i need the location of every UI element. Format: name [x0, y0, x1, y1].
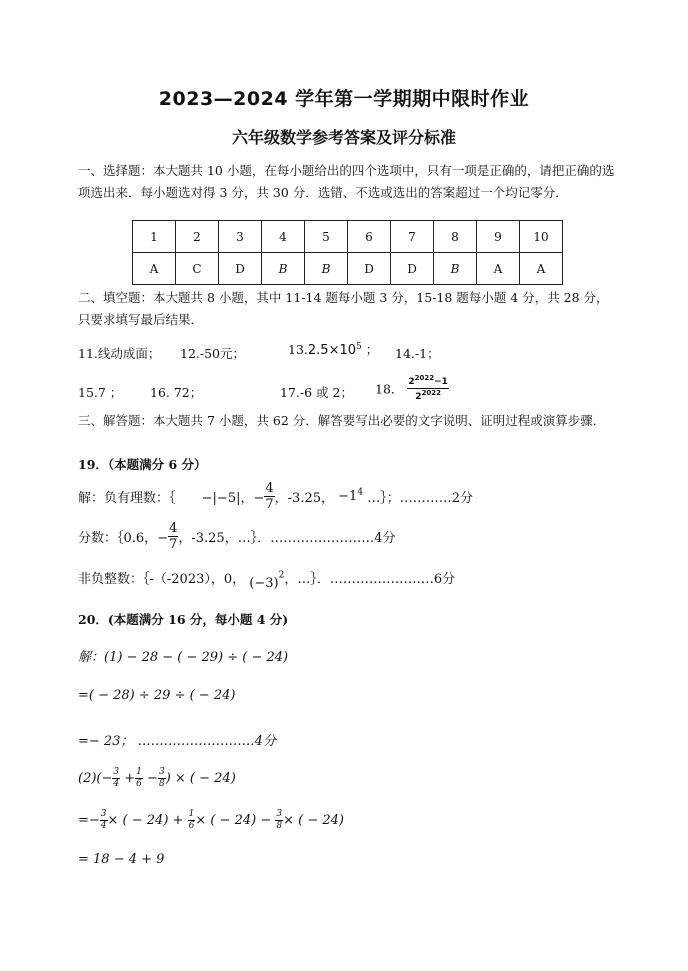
line-part: (−3) [249, 576, 279, 591]
fraction-numerator: 3 [100, 809, 107, 819]
line-score: …｝；…………2分 [367, 491, 473, 506]
fraction-denominator: 8 [276, 821, 283, 831]
fraction-denominator: 7 [169, 537, 178, 552]
fraction [158, 768, 166, 789]
answer-11: 11.线动成面； [78, 346, 161, 361]
table-cell: B [262, 253, 305, 285]
question-20-step-3: =− 23； ………………………4分 [78, 734, 276, 749]
exponent: 2 [278, 570, 285, 581]
fraction-numerator: 3 [113, 767, 120, 777]
section2-instructions: 二、填空题：本大题共 8 小题，其中 11-14 题每小题 3 分，15-18 题每小题 4 分，共 28 分，只要求填写最后结果． [78, 290, 609, 327]
table-cell: B [434, 253, 477, 285]
question-19-heading: 19．（本题满分 6 分） [78, 457, 207, 472]
fraction [275, 810, 283, 831]
answer-13-exp: 5 [356, 341, 362, 352]
exponent: 4 [357, 487, 364, 498]
fraction-numerator: 4 [265, 481, 274, 496]
fraction [168, 522, 178, 551]
answer-table-answer-row [133, 253, 563, 285]
answer-13-base: 2.5×10 [307, 343, 356, 358]
line-part: ) × ( − 24) [165, 771, 236, 786]
line-part: =− [78, 813, 100, 828]
question-19-line-1 [78, 482, 473, 511]
table-cell: 1 [133, 221, 176, 253]
answer-12: 12.-50元； [180, 346, 246, 361]
fraction-denominator: 6 [188, 821, 195, 831]
fraction-denominator: 4 [100, 821, 107, 831]
fraction-numerator-base: 2 [408, 377, 415, 387]
answer-table [132, 220, 563, 285]
operator: + [124, 771, 136, 786]
table-cell: 9 [477, 221, 520, 253]
line-part: × ( − 24) [283, 813, 344, 828]
table-cell: 2 [176, 221, 219, 253]
fraction-denominator: 8 [158, 779, 165, 789]
table-cell: 8 [434, 221, 477, 253]
fraction-denominator: 7 [265, 497, 274, 512]
question-20-step-4 [78, 768, 236, 789]
table-cell: D [391, 253, 434, 285]
question-20-step-2: =( − 28) ÷ 29 ÷ ( − 24) [78, 688, 236, 703]
question-20-step-1: 解：(1) − 28 − ( − 29) ÷ ( − 24) [78, 650, 289, 665]
line-part: × ( − 24) + [107, 813, 184, 828]
line-part: −1 [338, 489, 358, 504]
fraction-numerator: 3 [276, 809, 283, 819]
line-part: −|−5|，− [201, 491, 265, 506]
page-subtitle: 六年级数学参考答案及评分标准 [231, 128, 456, 147]
fraction-numerator-exp: 2022 [414, 374, 435, 382]
answer-17: 17.-6 或 2； [280, 385, 353, 400]
answer-14: 14.-1； [395, 346, 440, 361]
question-20-step-6: = 18 − 4 + 9 [78, 852, 165, 867]
answer-13-suffix: ； [365, 342, 379, 357]
question-20-step-5 [78, 810, 344, 831]
fraction-numerator-tail: −1 [434, 377, 448, 387]
fraction-denominator: 4 [113, 779, 120, 789]
fraction-denominator: 6 [136, 779, 142, 789]
answer-18-prefix: 18． [375, 381, 404, 397]
fraction-denominator-exp: 2022 [421, 389, 442, 397]
answer-15: 15.7 ； [78, 385, 123, 400]
line-part: ，-3.25， [274, 491, 334, 506]
line-label: 解：负有理数：｛ [78, 491, 176, 506]
answer-18 [375, 375, 449, 402]
answer-table-number-row [133, 221, 563, 253]
fraction-numerator: 1 [136, 767, 142, 777]
fraction [112, 768, 120, 789]
question-19-line-2 [78, 522, 395, 551]
line-label: 分数：｛0.6，− [78, 531, 169, 546]
table-cell: 10 [520, 221, 563, 253]
table-cell: D [219, 253, 262, 285]
fraction-numerator: 4 [169, 521, 178, 536]
section3-instructions: 三、解答题：本大题共 7 小题，共 62 分．解答要写出必要的文字说明、证明过程或演算步骤． [78, 413, 606, 428]
table-cell: B [305, 253, 348, 285]
fraction-numerator: 3 [158, 767, 165, 777]
answer-13 [288, 340, 378, 358]
table-cell: 4 [262, 221, 305, 253]
line-score: ，…｝．……………………6分 [284, 572, 456, 587]
table-cell: C [176, 253, 219, 285]
answer-13-prefix: 13. [288, 342, 308, 357]
operator: − [147, 771, 158, 786]
fraction [100, 810, 108, 831]
line-part: × ( − 24) − [195, 813, 272, 828]
line-score: ，-3.25，…｝．……………………4分 [178, 531, 396, 546]
table-cell: 5 [305, 221, 348, 253]
table-cell: 6 [348, 221, 391, 253]
table-cell: 3 [219, 221, 262, 253]
line-part: (2)(− [78, 771, 113, 786]
question-20-heading: 20．(本题满分 16 分，每小题 4 分) [78, 612, 289, 627]
table-cell: 7 [391, 221, 434, 253]
section1-instructions: 一、选择题：本大题共 10 小题，在每小题给出的四个选项中，只有一项是正确的，请把正确的选项选出来．每小题选对得 3 分，共 30 分．选错、不选或选出的答案超过一个均记零分． [78, 163, 615, 200]
table-cell: A [133, 253, 176, 285]
answer-16: 16. 72； [150, 385, 203, 400]
table-cell: A [520, 253, 563, 285]
fraction [264, 482, 274, 511]
fraction-numerator: 1 [188, 809, 195, 819]
line-label: 非负整数：｛-（-2023），0， [78, 572, 246, 587]
fraction [135, 768, 143, 789]
table-cell: A [477, 253, 520, 285]
page-title: 2023—2024 学年第一学期期中限时作业 [158, 88, 530, 110]
question-19-line-3 [78, 568, 456, 591]
fraction-denominator-base: 2 [415, 392, 422, 402]
table-cell: D [348, 253, 391, 285]
answer-18-fraction [407, 375, 449, 402]
